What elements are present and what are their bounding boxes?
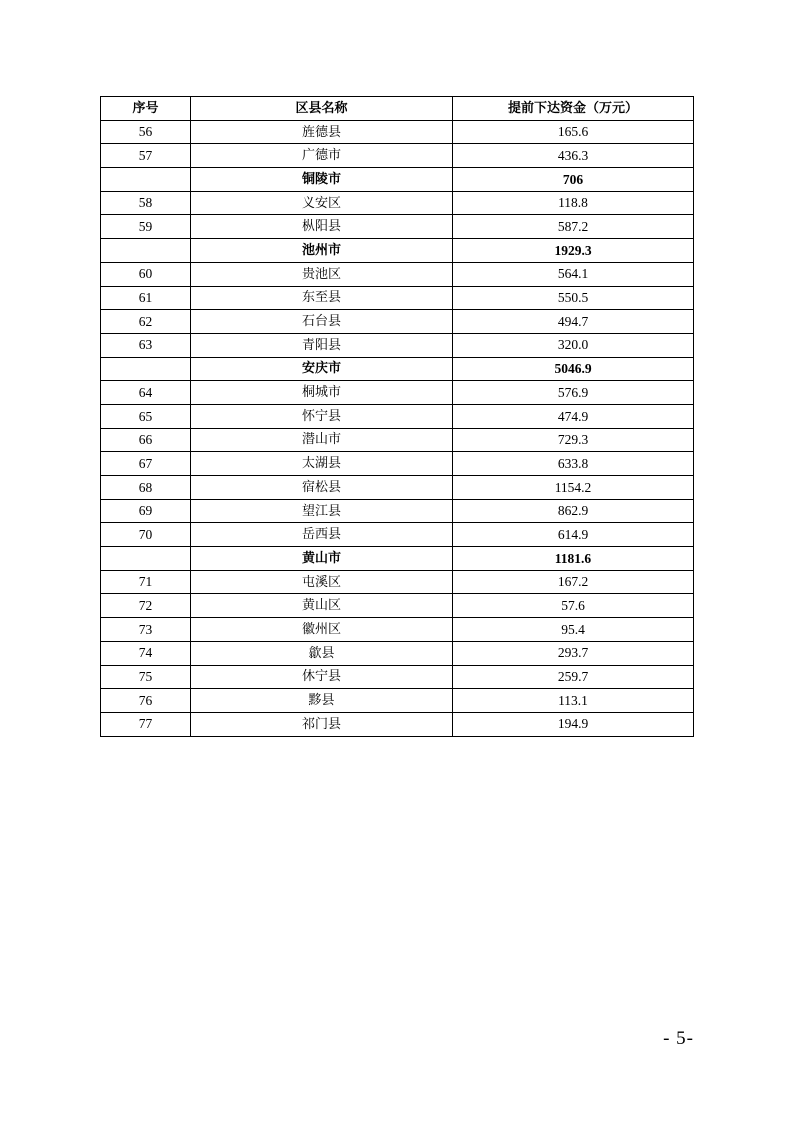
table-row [101,523,694,547]
row-index-cell: 61 [101,286,191,310]
table-row [101,665,694,689]
funds-amount-cell: 706 [453,168,694,192]
district-name-cell: 黄山市 [191,547,453,571]
table-row [101,712,694,736]
funds-amount-cell: 194.9 [453,712,694,736]
funds-amount-cell: 474.9 [453,404,694,428]
district-name-cell: 太湖县 [191,452,453,476]
funds-amount-cell: 293.7 [453,641,694,665]
district-name-cell: 怀宁县 [191,404,453,428]
district-name-cell: 休宁县 [191,665,453,689]
row-index-cell: 69 [101,499,191,523]
table-row [101,594,694,618]
city-subtotal-row [101,357,694,381]
funds-amount-cell: 587.2 [453,215,694,239]
table-row [101,191,694,215]
district-name-cell: 望江县 [191,499,453,523]
row-index-cell: 64 [101,381,191,405]
district-name-cell: 青阳县 [191,333,453,357]
funds-amount-cell: 564.1 [453,262,694,286]
row-index-cell: 56 [101,120,191,144]
table-row [101,452,694,476]
funds-amount-cell: 862.9 [453,499,694,523]
row-index-cell: 67 [101,452,191,476]
row-index-cell: 77 [101,712,191,736]
header-district: 区县名称 [191,97,453,121]
table-header-row [101,97,694,121]
row-index-cell: 76 [101,689,191,713]
table-row [101,333,694,357]
funds-amount-cell: 259.7 [453,665,694,689]
funds-amount-cell: 320.0 [453,333,694,357]
district-name-cell: 贵池区 [191,262,453,286]
header-funds: 提前下达资金（万元） [453,97,694,121]
city-subtotal-row [101,239,694,263]
district-name-cell: 黄山区 [191,594,453,618]
district-name-cell: 屯溪区 [191,570,453,594]
funds-amount-cell: 576.9 [453,381,694,405]
district-name-cell: 旌德县 [191,120,453,144]
row-index-cell: 66 [101,428,191,452]
header-index: 序号 [101,97,191,121]
district-name-cell: 潜山市 [191,428,453,452]
funds-allocation-table [100,96,694,737]
row-index-cell: 58 [101,191,191,215]
row-index-cell [101,547,191,571]
city-subtotal-row [101,547,694,571]
funds-amount-cell: 1929.3 [453,239,694,263]
table-row [101,618,694,642]
district-name-cell: 铜陵市 [191,168,453,192]
row-index-cell: 75 [101,665,191,689]
table-row [101,262,694,286]
table-row [101,404,694,428]
district-name-cell: 东至县 [191,286,453,310]
row-index-cell: 57 [101,144,191,168]
row-index-cell: 73 [101,618,191,642]
table-row [101,144,694,168]
district-name-cell: 石台县 [191,310,453,334]
row-index-cell: 71 [101,570,191,594]
funds-amount-cell: 167.2 [453,570,694,594]
funds-amount-cell: 729.3 [453,428,694,452]
table-row [101,381,694,405]
district-name-cell: 祁门县 [191,712,453,736]
district-name-cell: 徽州区 [191,618,453,642]
funds-amount-cell: 5046.9 [453,357,694,381]
table-row [101,570,694,594]
city-subtotal-row [101,168,694,192]
funds-amount-cell: 165.6 [453,120,694,144]
table-row [101,428,694,452]
funds-amount-cell: 633.8 [453,452,694,476]
district-name-cell: 池州市 [191,239,453,263]
table-row [101,499,694,523]
row-index-cell: 63 [101,333,191,357]
district-name-cell: 安庆市 [191,357,453,381]
row-index-cell [101,357,191,381]
row-index-cell: 60 [101,262,191,286]
row-index-cell: 72 [101,594,191,618]
funds-amount-cell: 1181.6 [453,547,694,571]
row-index-cell: 74 [101,641,191,665]
funds-amount-cell: 57.6 [453,594,694,618]
district-name-cell: 黟县 [191,689,453,713]
funds-amount-cell: 614.9 [453,523,694,547]
row-index-cell: 65 [101,404,191,428]
district-name-cell: 歙县 [191,641,453,665]
row-index-cell: 70 [101,523,191,547]
district-name-cell: 宿松县 [191,476,453,500]
row-index-cell: 68 [101,476,191,500]
table-row [101,215,694,239]
funds-amount-cell: 494.7 [453,310,694,334]
funds-amount-cell: 1154.2 [453,476,694,500]
funds-amount-cell: 95.4 [453,618,694,642]
funds-amount-cell: 550.5 [453,286,694,310]
district-name-cell: 广德市 [191,144,453,168]
row-index-cell [101,168,191,192]
table-row [101,310,694,334]
district-name-cell: 岳西县 [191,523,453,547]
funds-amount-cell: 436.3 [453,144,694,168]
table-body [101,120,694,736]
row-index-cell [101,239,191,263]
funds-amount-cell: 113.1 [453,689,694,713]
row-index-cell: 59 [101,215,191,239]
table-row [101,476,694,500]
table-row [101,641,694,665]
district-name-cell: 义安区 [191,191,453,215]
table-row [101,286,694,310]
funds-amount-cell: 118.8 [453,191,694,215]
row-index-cell: 62 [101,310,191,334]
table-row [101,120,694,144]
district-name-cell: 桐城市 [191,381,453,405]
page-number: - 5- [663,1028,694,1049]
district-name-cell: 枞阳县 [191,215,453,239]
table-row [101,689,694,713]
